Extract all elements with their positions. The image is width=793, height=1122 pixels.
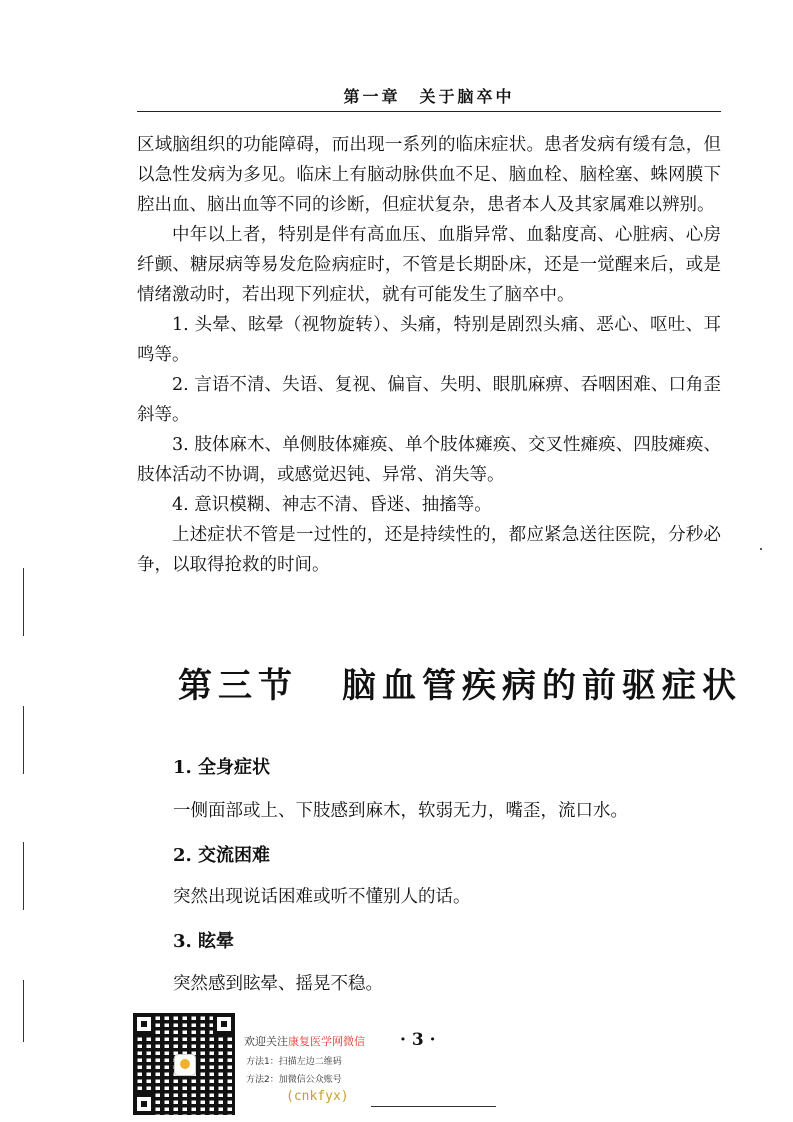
section-title: 脑血管疾病的前驱症状: [342, 666, 742, 706]
scan-margin-bar: [23, 706, 24, 774]
qr-finder: [213, 1013, 235, 1035]
section-number: 第三节: [178, 666, 298, 706]
item-text-3: 突然感到眩晕、摇晃不稳。: [173, 974, 383, 994]
qr-finder: [133, 1093, 155, 1115]
symptom-3: 3. 肢体麻木、单侧肢体瘫痪、单个肢体瘫痪、交叉性瘫痪、四肢瘫痪、肢体活动不协调，或感觉迟钝、异常、消失等。: [137, 435, 721, 485]
page-number: · 3 ·: [400, 1030, 436, 1050]
qr-logo-icon: [174, 1054, 196, 1076]
qr-finder: [133, 1013, 155, 1035]
qr-code[interactable]: [133, 1013, 235, 1115]
promo-brand: 康复医学网微信: [288, 1035, 365, 1048]
wechat-promo: [244, 1033, 365, 1104]
symptom-1: 1. 头晕、眩晕（视物旋转）、头痛，特别是剧烈头痛、恶心、呕吐、耳鸣等。: [137, 315, 721, 365]
paragraph-risk: 中年以上者，特别是伴有高血压、血脂异常、血黏度高、心脏病、心房纤颤、糖尿病等易发危险病症时，不管是长期卧床，还是一觉醒来后，或是情绪激动时，若出现下列症状，就有可能发生了脑卒中。: [137, 225, 721, 305]
item-heading-3: 3. 眩晕: [173, 931, 235, 952]
promo-account: (cnkfyx): [286, 1089, 349, 1104]
scan-margin-bar: [23, 568, 24, 636]
promo-method-1: 方法1：扫描左边二维码: [246, 1057, 342, 1067]
footer-rule: [371, 1106, 496, 1107]
body-text: [137, 130, 721, 580]
symptom-4: 4. 意识模糊、神志不清、昏迷、抽搐等。: [172, 495, 492, 515]
section-heading: [178, 658, 742, 707]
paragraph-conclusion: 上述症状不管是一过性的，还是持续性的，都应紧急送往医院，分秒必争，以取得抢救的时间。: [137, 525, 721, 575]
paragraph-continued: 区域脑组织的功能障碍，而出现一系列的临床症状。患者发病有缓有急，但以急性发病为多见。临床上有脑动脉供血不足、脑血栓、脑栓塞、蛛网膜下腔出血、脑出血等不同的诊断，但症状复杂，患者本人及其家属难以辨别。: [137, 135, 721, 215]
scan-margin-bar: [23, 980, 24, 1042]
scan-speck: [760, 548, 762, 550]
item-text-2: 突然出现说话困难或听不懂别人的话。: [173, 887, 471, 907]
scan-margin-bar: [23, 842, 24, 910]
promo-welcome: 欢迎关注: [244, 1035, 288, 1048]
item-heading-1: 1. 全身症状: [173, 757, 271, 778]
item-heading-2: 2. 交流困难: [173, 845, 271, 866]
item-text-1: 一侧面部或上、下肢感到麻木，软弱无力，嘴歪，流口水。: [173, 801, 628, 821]
symptom-2: 2. 言语不清、失语、复视、偏盲、失明、眼肌麻痹、吞咽困难、口角歪斜等。: [137, 375, 721, 425]
header-rule: [137, 111, 721, 112]
running-header: 第一章 关于脑卒中: [343, 87, 515, 106]
promo-method-2: 方法2：加微信公众账号: [246, 1075, 342, 1085]
